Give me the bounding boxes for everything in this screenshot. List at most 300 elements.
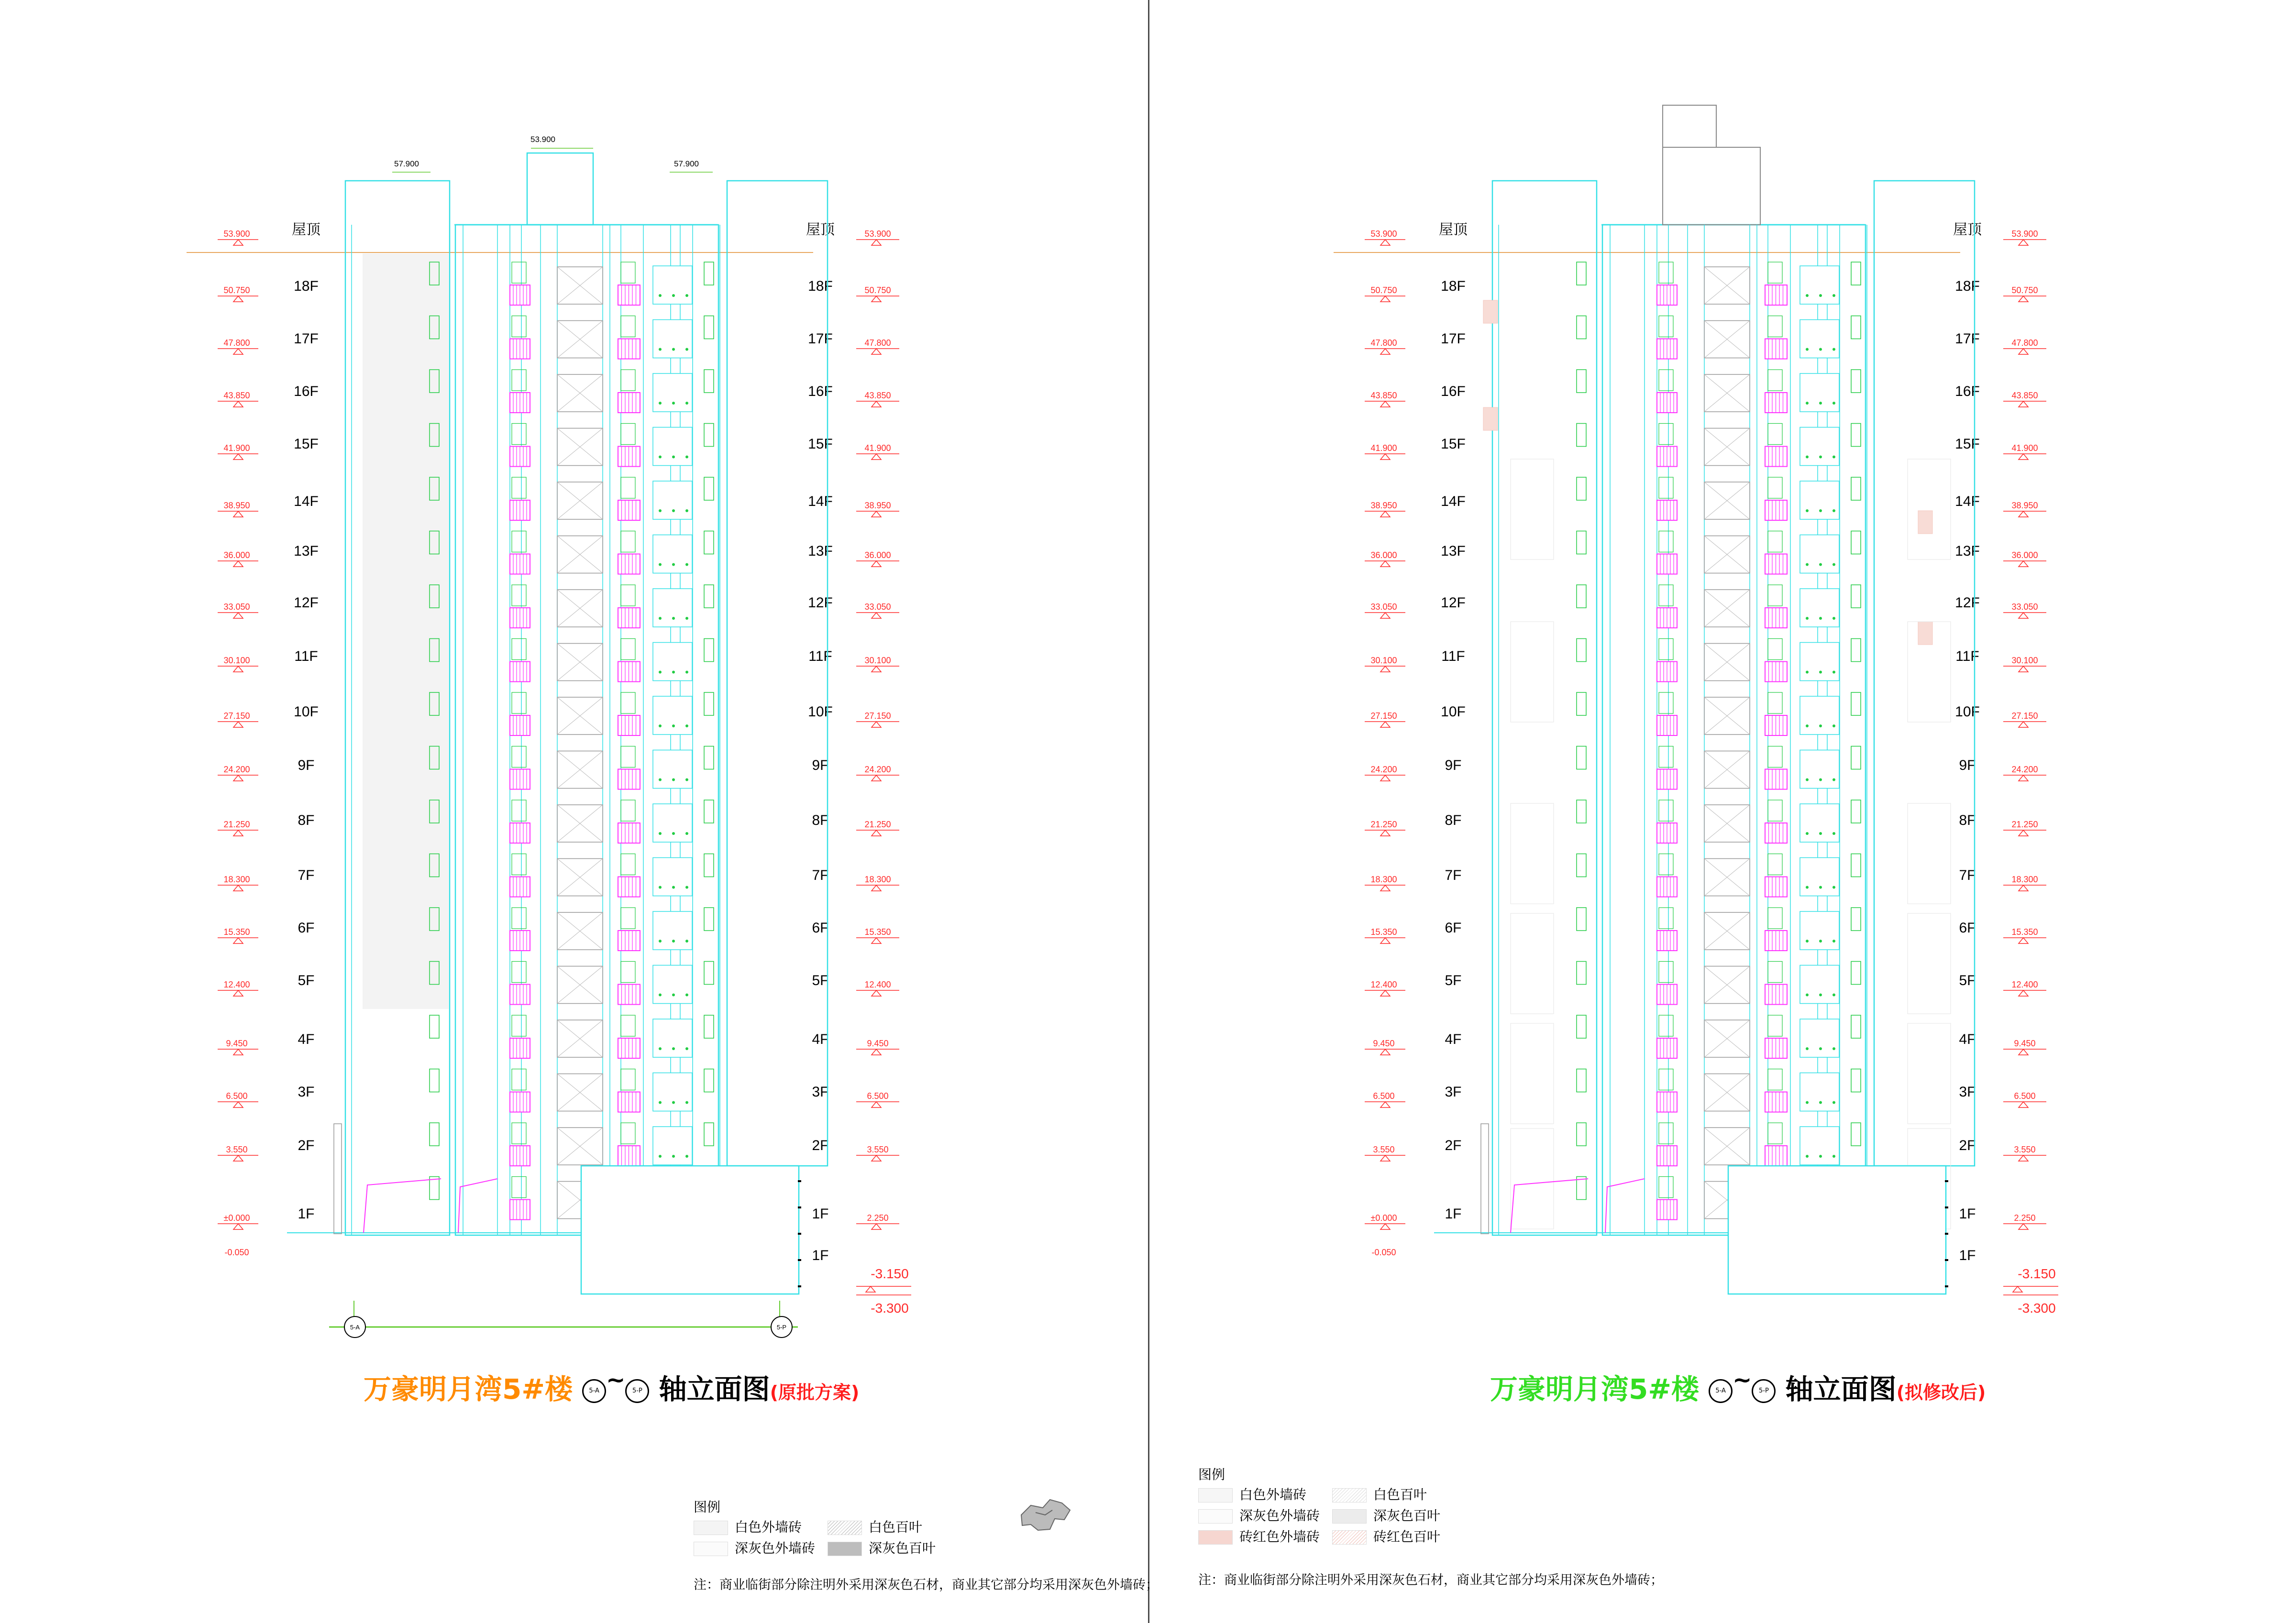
floor-label: 14F	[1955, 493, 1980, 509]
louvre-dot	[1819, 1155, 1822, 1158]
louvre-dot	[1819, 994, 1822, 997]
elevation-triangle	[872, 830, 881, 836]
window	[704, 1015, 714, 1038]
louvre-panel	[653, 535, 692, 573]
louvre-dot	[685, 724, 688, 727]
floor-label: 13F	[808, 543, 833, 559]
floor-label: 屋顶	[1439, 222, 1468, 238]
building-name: 万豪明月湾5#楼	[1490, 1373, 1699, 1405]
floor-label: 4F	[812, 1031, 829, 1047]
elevation-triangle	[1380, 775, 1390, 781]
louvre-panel	[653, 965, 692, 1004]
louvre-panel	[1800, 1127, 1839, 1165]
elevation-value: 15.350	[223, 927, 250, 937]
elevation-triangle	[233, 938, 243, 943]
floor-label: 16F	[1955, 384, 1980, 399]
floor-label: 6F	[812, 920, 829, 936]
elevation-triangle	[1380, 722, 1390, 727]
elevation-value: 47.800	[864, 338, 891, 348]
elevation-triangle	[2019, 990, 2028, 996]
elevation-triangle	[872, 990, 881, 996]
elevation-triangle	[1380, 830, 1390, 836]
top-mark: 57.900	[394, 159, 419, 168]
elevation-value: 30.100	[1370, 656, 1397, 665]
floor-label: 6F	[1445, 920, 1462, 936]
floor-label: 屋顶	[292, 222, 320, 238]
legend-item: 白色外墙砖	[694, 1517, 802, 1536]
floor-label: 12F	[1441, 595, 1466, 611]
louvre-dot	[659, 1047, 662, 1050]
elevation-triangle	[233, 349, 243, 354]
window	[1577, 908, 1586, 931]
elevation-value: -3.300	[2018, 1301, 2056, 1316]
legend-item: 白色外墙砖	[1198, 1484, 1306, 1503]
swatch	[828, 1521, 862, 1535]
legend-item: 深灰色外墙砖	[1198, 1505, 1320, 1524]
window	[621, 1069, 635, 1090]
window	[704, 908, 714, 931]
louvre-panel	[653, 804, 692, 842]
floor-label: 5F	[1959, 973, 1976, 988]
elevation-triangle	[872, 885, 881, 891]
elevation-value: 50.750	[2011, 285, 2038, 295]
window	[1851, 1015, 1861, 1038]
wall-panel	[1908, 459, 1951, 559]
swatch	[1198, 1509, 1233, 1524]
elevation-value: 12.400	[2011, 980, 2038, 989]
elevation-value: 43.850	[864, 391, 891, 400]
floor-label: 18F	[294, 278, 319, 294]
window	[1851, 370, 1861, 393]
roof-structure	[1663, 147, 1760, 225]
elevation-triangle	[233, 775, 243, 781]
window	[704, 477, 714, 500]
elevation-triangle	[233, 830, 243, 836]
louvre-dot	[1806, 940, 1809, 943]
swatch	[694, 1521, 728, 1535]
window	[1851, 692, 1861, 715]
elevation-value: 50.750	[223, 285, 250, 295]
louvre-dot	[1832, 1101, 1835, 1104]
window	[621, 424, 635, 445]
window	[512, 1069, 526, 1090]
louvre-dot	[1806, 832, 1809, 835]
louvre-panel	[653, 481, 692, 519]
floor-label: 14F	[294, 493, 319, 509]
wall-panel	[1908, 1023, 1951, 1124]
top-mark: 53.900	[530, 135, 555, 144]
elevation-value: 21.250	[1370, 820, 1397, 829]
elevation-value: 38.950	[2011, 501, 2038, 510]
window	[704, 854, 714, 877]
louvre-dot	[685, 348, 688, 351]
louvre-dot	[672, 940, 675, 943]
louvre-dot	[1806, 402, 1809, 405]
louvre-dot	[672, 1047, 675, 1050]
elevation-value: 24.200	[2011, 765, 2038, 774]
elevation-triangle	[866, 1286, 875, 1292]
floor-label: 18F	[808, 278, 833, 294]
louvre-panel	[1800, 535, 1839, 573]
louvre-dot	[672, 994, 675, 997]
elevation-right	[1334, 105, 2058, 1316]
elevation-triangle	[233, 454, 243, 460]
louvre-panel	[653, 858, 692, 896]
elevation-triangle	[872, 454, 881, 460]
louvre-dot	[685, 779, 688, 781]
elevation-value: ±0.000	[1370, 1213, 1397, 1223]
elevation-value: 2.250	[2014, 1213, 2036, 1223]
louvre-dot	[1832, 779, 1835, 781]
window	[1577, 692, 1586, 715]
elevation-triangle	[233, 1049, 243, 1055]
elevation-value: 6.500	[2014, 1091, 2036, 1101]
floor-label: 1F	[1959, 1248, 1976, 1263]
title-main: 轴立面图	[659, 1373, 770, 1405]
floor-label: 6F	[1959, 920, 1976, 936]
window	[621, 316, 635, 337]
louvre-dot	[1819, 509, 1822, 512]
louvre-panel	[653, 1073, 692, 1111]
window	[621, 370, 635, 391]
swatch	[828, 1542, 862, 1556]
elevation-value: 18.300	[2011, 875, 2038, 884]
elevation-value: 18.300	[1370, 875, 1397, 884]
elevation-triangle	[233, 613, 243, 618]
elevation-triangle	[1380, 511, 1390, 517]
louvre-dot	[672, 671, 675, 674]
window	[512, 585, 526, 606]
wall-panel	[1511, 1129, 1554, 1229]
elevation-value: 43.850	[1370, 391, 1397, 400]
elevation-value: 30.100	[864, 656, 891, 665]
louvre-panel	[653, 589, 692, 627]
legend-item: 深灰色百叶	[828, 1538, 936, 1557]
elevation-triangle	[1380, 240, 1390, 245]
window	[1768, 531, 1782, 552]
axis-tag: 5-A	[350, 1324, 360, 1331]
elevation-value: 9.450	[226, 1039, 248, 1048]
floor-label: 7F	[1445, 867, 1462, 883]
louvre-dot	[1806, 779, 1809, 781]
window	[512, 962, 526, 983]
window	[1577, 262, 1586, 285]
window	[1659, 370, 1673, 391]
elevation-triangle	[233, 561, 243, 567]
axis-tag-start: 5-A	[1709, 1379, 1733, 1403]
title-note: (拟修改后)	[1896, 1382, 1986, 1403]
elevation-value: 3.550	[867, 1145, 889, 1154]
elevation-value: 6.500	[226, 1091, 248, 1101]
louvre-dot	[1806, 348, 1809, 351]
louvre-dot	[1832, 724, 1835, 727]
louvre-dot	[659, 348, 662, 351]
louvre-dot	[685, 671, 688, 674]
louvre-panel	[1800, 428, 1839, 466]
wall-tile-shade	[363, 253, 449, 1009]
window	[512, 424, 526, 445]
floor-label: 17F	[808, 331, 833, 347]
floor-label: 2F	[1445, 1138, 1462, 1153]
floor-label: 5F	[1445, 973, 1462, 988]
louvre-dot	[659, 671, 662, 674]
window	[1577, 370, 1586, 393]
elevation-triangle	[872, 613, 881, 618]
window	[704, 262, 714, 285]
window	[1659, 1123, 1673, 1144]
louvre-dot	[1819, 940, 1822, 943]
window	[1851, 962, 1861, 985]
louvre-dot	[1806, 994, 1809, 997]
elevation-triangle	[2019, 1155, 2028, 1161]
louvre-dot	[1832, 1155, 1835, 1158]
louvre-dot	[1806, 1155, 1809, 1158]
podium	[1728, 1166, 1946, 1294]
elevation-triangle	[233, 885, 243, 891]
louvre-dot	[1806, 671, 1809, 674]
floor-label: 5F	[812, 973, 829, 988]
wall-panel	[1511, 459, 1554, 559]
elevation-triangle	[1380, 938, 1390, 943]
floor-label: 13F	[1441, 543, 1466, 559]
louvre-panel	[653, 1019, 692, 1057]
legend-item: 白色百叶	[1332, 1484, 1427, 1503]
elevation-triangle	[2019, 1049, 2028, 1055]
accent-brick	[1483, 300, 1498, 323]
elevation-value: 38.950	[1370, 501, 1397, 510]
floor-label: 7F	[812, 867, 829, 883]
elevation-value: 33.050	[1370, 602, 1397, 612]
louvre-dot	[672, 402, 675, 405]
elevation-triangle	[2019, 349, 2028, 354]
tower-wing-right	[1874, 181, 1975, 1166]
floor-label: 1F	[1959, 1206, 1976, 1222]
louvre-dot	[1832, 348, 1835, 351]
window	[1768, 908, 1782, 929]
building-name: 万豪明月湾5#楼	[364, 1373, 573, 1405]
elevation-triangle	[872, 722, 881, 727]
window	[1851, 1069, 1861, 1092]
louvre-dot	[685, 886, 688, 889]
window	[1851, 262, 1861, 285]
window	[1659, 424, 1673, 445]
louvre-panel	[653, 643, 692, 681]
louvre-panel	[1800, 804, 1839, 842]
louvre-dot	[1819, 671, 1822, 674]
window	[1768, 800, 1782, 821]
elevation-value: 38.950	[864, 501, 891, 510]
louvre-dot	[1819, 886, 1822, 889]
window	[1659, 854, 1673, 875]
floor-label: 1F	[1445, 1206, 1462, 1222]
elevation-triangle	[1380, 990, 1390, 996]
louvre-dot	[659, 832, 662, 835]
elevation-triangle	[233, 511, 243, 517]
tilde-icon: ~	[606, 1367, 626, 1393]
louvre-dot	[1832, 617, 1835, 620]
elevation-triangle	[233, 666, 243, 672]
floor-label: 8F	[1445, 812, 1462, 828]
louvre-panel	[1800, 696, 1839, 735]
elevation-value: 53.900	[864, 229, 891, 239]
elevation-value: 9.450	[2014, 1039, 2036, 1048]
louvre-dot	[685, 617, 688, 620]
louvre-dot	[1832, 1047, 1835, 1050]
floor-label: 11F	[294, 648, 318, 664]
louvre-dot	[1806, 456, 1809, 459]
window	[1577, 854, 1586, 877]
floor-label: 12F	[1955, 595, 1980, 611]
window	[621, 854, 635, 875]
window	[621, 746, 635, 768]
floor-label: 10F	[1441, 704, 1466, 720]
window	[1577, 1123, 1586, 1146]
window	[704, 370, 714, 393]
louvre-dot	[1832, 294, 1835, 297]
tower-wing-right	[727, 181, 828, 1166]
window	[1577, 531, 1586, 554]
floor-label: 15F	[1441, 436, 1466, 452]
louvre-dot	[672, 348, 675, 351]
louvre-dot	[672, 1155, 675, 1158]
elevation-value: 33.050	[864, 602, 891, 612]
window	[1768, 424, 1782, 445]
window	[1768, 1015, 1782, 1036]
louvre-dot	[1806, 1047, 1809, 1050]
elevation-value: -0.050	[1371, 1248, 1396, 1257]
window	[704, 1069, 714, 1092]
entrance-canopy	[458, 1179, 497, 1233]
accent-brick	[1918, 511, 1932, 534]
legend-note-right: 注：商业临街部分除注明外采用深灰色石材，商业其它部分均采用深灰色外墙砖；	[1198, 1573, 1663, 1588]
elevation-triangle	[872, 666, 881, 672]
louvre-dot	[1819, 779, 1822, 781]
elevation-triangle	[1380, 1049, 1390, 1055]
floor-label: 4F	[1445, 1031, 1462, 1047]
elevation-triangle	[1380, 1155, 1390, 1161]
window	[1768, 692, 1782, 713]
elevation-value: 9.450	[867, 1039, 889, 1048]
floor-label: 17F	[1955, 331, 1980, 347]
elevation-triangle	[872, 938, 881, 943]
elevation-triangle	[2019, 511, 2028, 517]
window	[621, 800, 635, 821]
louvre-dot	[1806, 886, 1809, 889]
lamp-post	[1481, 1124, 1489, 1234]
floor-label: 13F	[294, 543, 319, 559]
louvre-dot	[1832, 563, 1835, 566]
window	[704, 1123, 714, 1146]
window	[1577, 316, 1586, 339]
louvre-dot	[672, 886, 675, 889]
window	[1851, 1123, 1861, 1146]
louvre-dot	[1819, 832, 1822, 835]
window	[1659, 746, 1673, 768]
elevation-triangle	[872, 240, 881, 245]
window	[621, 908, 635, 929]
elevation-value: 36.000	[864, 550, 891, 560]
elevation-value: -3.300	[871, 1301, 909, 1316]
elevation-value: 6.500	[1373, 1091, 1395, 1101]
louvre-panel	[1800, 965, 1839, 1004]
window	[512, 1177, 526, 1198]
floor-label: 8F	[812, 812, 829, 828]
louvre-panel	[1800, 911, 1839, 950]
floor-label: 2F	[298, 1138, 315, 1153]
floor-label: 17F	[294, 331, 319, 347]
window	[1659, 585, 1673, 606]
floor-label: 15F	[808, 436, 833, 452]
elevation-value: 6.500	[867, 1091, 889, 1101]
floor-label: 屋顶	[1953, 222, 1982, 238]
window	[704, 692, 714, 715]
window	[1659, 1069, 1673, 1090]
window	[704, 424, 714, 447]
window	[1577, 639, 1586, 662]
elevation-value: 36.000	[2011, 550, 2038, 560]
louvre-panel	[653, 1127, 692, 1165]
floor-label: 1F	[812, 1248, 829, 1263]
louvre-dot	[659, 294, 662, 297]
louvre-panel	[653, 696, 692, 735]
elevation-value: 30.100	[223, 656, 250, 665]
floor-label: 3F	[1959, 1084, 1976, 1100]
window	[1768, 370, 1782, 391]
louvre-dot	[1819, 563, 1822, 566]
wall-panel	[1908, 913, 1951, 1014]
entrance-canopy	[1605, 1179, 1645, 1233]
elevation-value: ±0.000	[223, 1213, 250, 1223]
window	[1577, 424, 1586, 447]
elevation-value: 27.150	[1370, 711, 1397, 721]
elevation-triangle	[2019, 613, 2028, 618]
elevation-triangle	[233, 722, 243, 727]
legend-item: 砖红色外墙砖	[1198, 1526, 1320, 1546]
floor-label: 12F	[294, 595, 319, 611]
elevation-triangle	[1380, 666, 1390, 672]
window	[1768, 962, 1782, 983]
louvre-dot	[672, 509, 675, 512]
louvre-dot	[1832, 832, 1835, 835]
window	[1659, 1015, 1673, 1036]
window	[704, 962, 714, 985]
louvre-dot	[685, 994, 688, 997]
window	[621, 531, 635, 552]
window	[704, 639, 714, 662]
elevation-triangle	[2013, 1286, 2022, 1292]
elevation-triangle	[233, 1224, 243, 1229]
floor-label: 10F	[1955, 704, 1980, 720]
window	[512, 692, 526, 713]
window	[1659, 1177, 1673, 1198]
floor-label: 2F	[1959, 1138, 1976, 1153]
legend-note-left: 注：商业临街部分除注明外采用深灰色石材，商业其它部分均采用深灰色外墙砖；	[694, 1578, 1159, 1592]
top-mark: 57.900	[674, 159, 699, 168]
louvre-panel	[653, 750, 692, 789]
elevation-value: 2.250	[867, 1213, 889, 1223]
wall-panel	[1511, 913, 1554, 1014]
window	[621, 962, 635, 983]
elevation-value: 47.800	[1370, 338, 1397, 348]
swatch	[1332, 1488, 1367, 1502]
legend-item: 深灰色外墙砖	[694, 1538, 815, 1557]
louvre-dot	[1806, 724, 1809, 727]
floor-label: 9F	[1959, 757, 1976, 773]
louvre-panel	[1800, 481, 1839, 519]
louvre-dot	[685, 402, 688, 405]
elevation-triangle	[2019, 885, 2028, 891]
louvre-panel	[1800, 1073, 1839, 1111]
